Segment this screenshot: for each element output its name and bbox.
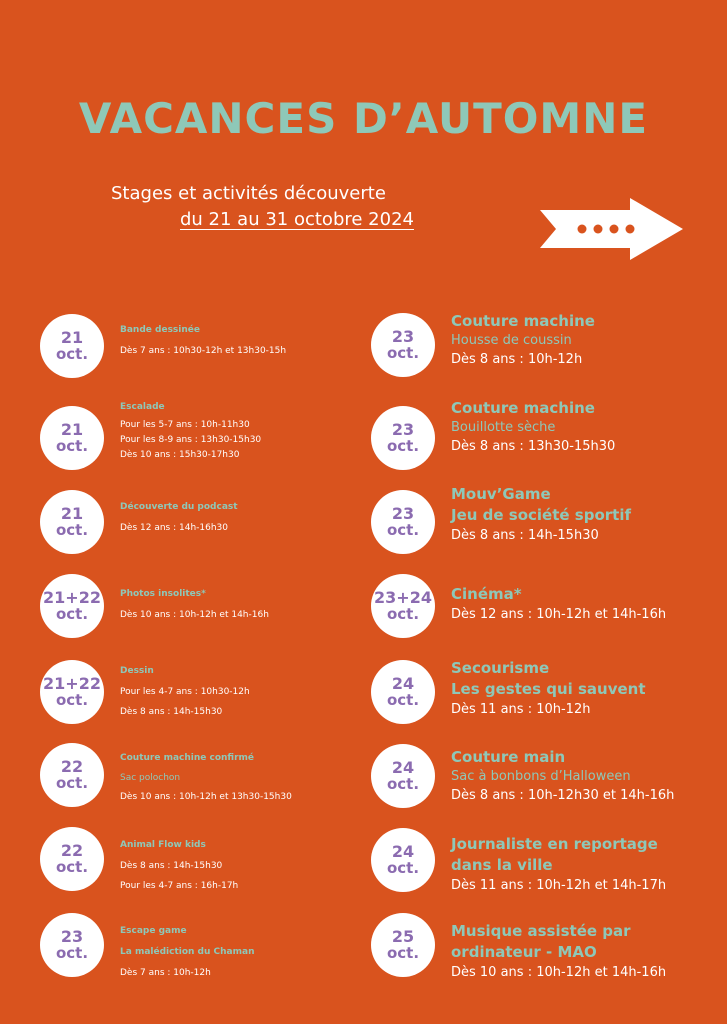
date-day: 24: [391, 757, 415, 777]
event-info: [120, 397, 370, 463]
event-title: Escape game: [120, 926, 187, 936]
event-info: [451, 484, 701, 546]
date-month: oct.: [386, 774, 420, 793]
date-day: 23: [391, 503, 415, 523]
date-day: 22: [60, 840, 84, 860]
event-schedule: Dès 12 ans : 14h-16h30: [120, 523, 229, 533]
date-badge: [371, 660, 435, 724]
event-schedule: Dès 8 ans : 14h-15h30: [120, 861, 223, 871]
date-month: oct.: [386, 858, 420, 877]
event-title: Couture machine: [451, 312, 595, 330]
date-day: 21: [60, 419, 84, 439]
event-title: Photos insolites*: [120, 589, 206, 599]
date-day: 23: [391, 419, 415, 439]
date-day: 21: [60, 327, 84, 347]
date-day: 23: [391, 326, 415, 346]
subtitle-date-range: du 21 au 31 octobre 2024: [180, 209, 414, 230]
event-schedule: Dès 8 ans : 13h30-15h30: [451, 439, 616, 454]
event-info: [120, 835, 370, 896]
date-badge: [371, 313, 435, 377]
event-info: [451, 834, 701, 896]
event-title: Couture main: [451, 748, 566, 766]
date-month: oct.: [55, 344, 89, 363]
event-title: dans la ville: [451, 856, 553, 874]
event-info: [120, 661, 370, 722]
event-title: Animal Flow kids: [120, 840, 206, 850]
date-day: 21: [60, 503, 84, 523]
date-month: oct.: [55, 604, 89, 623]
event-schedule: Pour les 5-7 ans : 10h-11h30: [120, 420, 250, 430]
event-info: [120, 497, 370, 538]
event-schedule: Dès 7 ans : 10h-12h: [120, 968, 211, 978]
event-schedule: Dès 10 ans : 15h30-17h30: [120, 450, 240, 460]
date-badge: [371, 744, 435, 808]
event-subtitle: Housse de coussin: [451, 333, 572, 348]
event-title: Jeu de société sportif: [451, 506, 631, 524]
event-info: [120, 921, 370, 983]
event-info: [451, 921, 701, 983]
date-day: 25: [391, 926, 415, 946]
event-subtitle: Bouillotte sèche: [451, 420, 556, 435]
event-info: [120, 584, 370, 625]
event-title: La malédiction du Chaman: [120, 947, 255, 957]
event-info: [120, 748, 370, 807]
date-month: oct.: [55, 773, 89, 792]
date-month: oct.: [386, 520, 420, 539]
date-badge: [40, 660, 104, 724]
event-info: [451, 658, 701, 720]
date-badge: [371, 574, 435, 638]
event-title: Les gestes qui sauvent: [451, 680, 646, 698]
date-badge: [40, 743, 104, 807]
event-title: Journaliste en reportage: [451, 835, 658, 853]
date-badge: [371, 828, 435, 892]
event-info: [451, 584, 701, 625]
date-badge: [40, 574, 104, 638]
date-badge: [40, 314, 104, 378]
date-month: oct.: [55, 857, 89, 876]
event-title: ordinateur - MAO: [451, 943, 597, 961]
event-schedule: Pour les 4-7 ans : 10h30-12h: [120, 687, 250, 697]
event-schedule: Dès 8 ans : 14h-15h30: [451, 528, 599, 543]
date-badge: [40, 913, 104, 977]
event-schedule: Dès 8 ans : 14h-15h30: [120, 707, 223, 717]
date-badge: [40, 490, 104, 554]
event-info: [120, 320, 370, 361]
date-month: oct.: [55, 690, 89, 709]
event-schedule: Dès 10 ans : 10h-12h et 14h-16h: [120, 610, 269, 620]
event-schedule: Dès 11 ans : 10h-12h et 14h-17h: [451, 878, 667, 893]
subtitle-line-1: Stages et activités découverte: [111, 183, 386, 204]
event-schedule: Pour les 4-7 ans : 16h-17h: [120, 881, 239, 891]
event-title: Musique assistée par: [451, 922, 631, 940]
event-title: Couture machine: [451, 399, 595, 417]
date-badge: [371, 913, 435, 977]
date-month: oct.: [386, 343, 420, 362]
event-title: Découverte du podcast: [120, 502, 238, 512]
event-schedule: Dès 7 ans : 10h30-12h et 13h30-15h: [120, 346, 287, 356]
event-schedule: Dès 11 ans : 10h-12h: [451, 702, 591, 717]
date-badge: [371, 406, 435, 470]
event-info: [451, 747, 701, 806]
date-day: 23+24: [374, 587, 432, 607]
date-month: oct.: [386, 604, 420, 623]
date-day: 24: [391, 841, 415, 861]
event-schedule: Pour les 8-9 ans : 13h30-15h30: [120, 435, 262, 445]
event-title: Cinéma*: [451, 585, 522, 603]
event-schedule: Dès 8 ans : 10h-12h30 et 14h-16h: [451, 788, 675, 803]
date-month: oct.: [55, 436, 89, 455]
event-schedule: Dès 8 ans : 10h-12h: [451, 352, 583, 367]
event-schedule: Dès 10 ans : 10h-12h et 13h30-15h30: [120, 792, 292, 802]
date-day: 23: [60, 926, 84, 946]
date-month: oct.: [386, 436, 420, 455]
date-badge: [40, 406, 104, 470]
event-title: Secourisme: [451, 659, 550, 677]
event-title: Bande dessinée: [120, 325, 200, 335]
date-day: 24: [391, 673, 415, 693]
date-month: oct.: [55, 520, 89, 539]
date-month: oct.: [55, 943, 89, 962]
event-title: Escalade: [120, 402, 165, 412]
date-day: 21+22: [43, 673, 101, 693]
date-day: 21+22: [43, 587, 101, 607]
arrow-right-icon: [538, 198, 683, 260]
event-info: [451, 398, 701, 457]
date-month: oct.: [386, 943, 420, 962]
event-subtitle: Sac à bonbons d’Halloween: [451, 769, 631, 784]
page-title: VACANCES D’AUTOMNE: [78, 94, 649, 143]
date-month: oct.: [386, 690, 420, 709]
event-subtitle: Sac polochon: [120, 773, 181, 783]
event-schedule: Dès 12 ans : 10h-12h et 14h-16h: [451, 607, 667, 622]
date-day: 22: [60, 756, 84, 776]
date-badge: [371, 490, 435, 554]
event-info: [451, 311, 701, 370]
event-title: Couture machine confirmé: [120, 753, 255, 763]
event-schedule: Dès 10 ans : 10h-12h et 14h-16h: [451, 965, 667, 980]
date-badge: [40, 827, 104, 891]
event-title: Mouv’Game: [451, 485, 551, 503]
event-title: Dessin: [120, 666, 154, 676]
